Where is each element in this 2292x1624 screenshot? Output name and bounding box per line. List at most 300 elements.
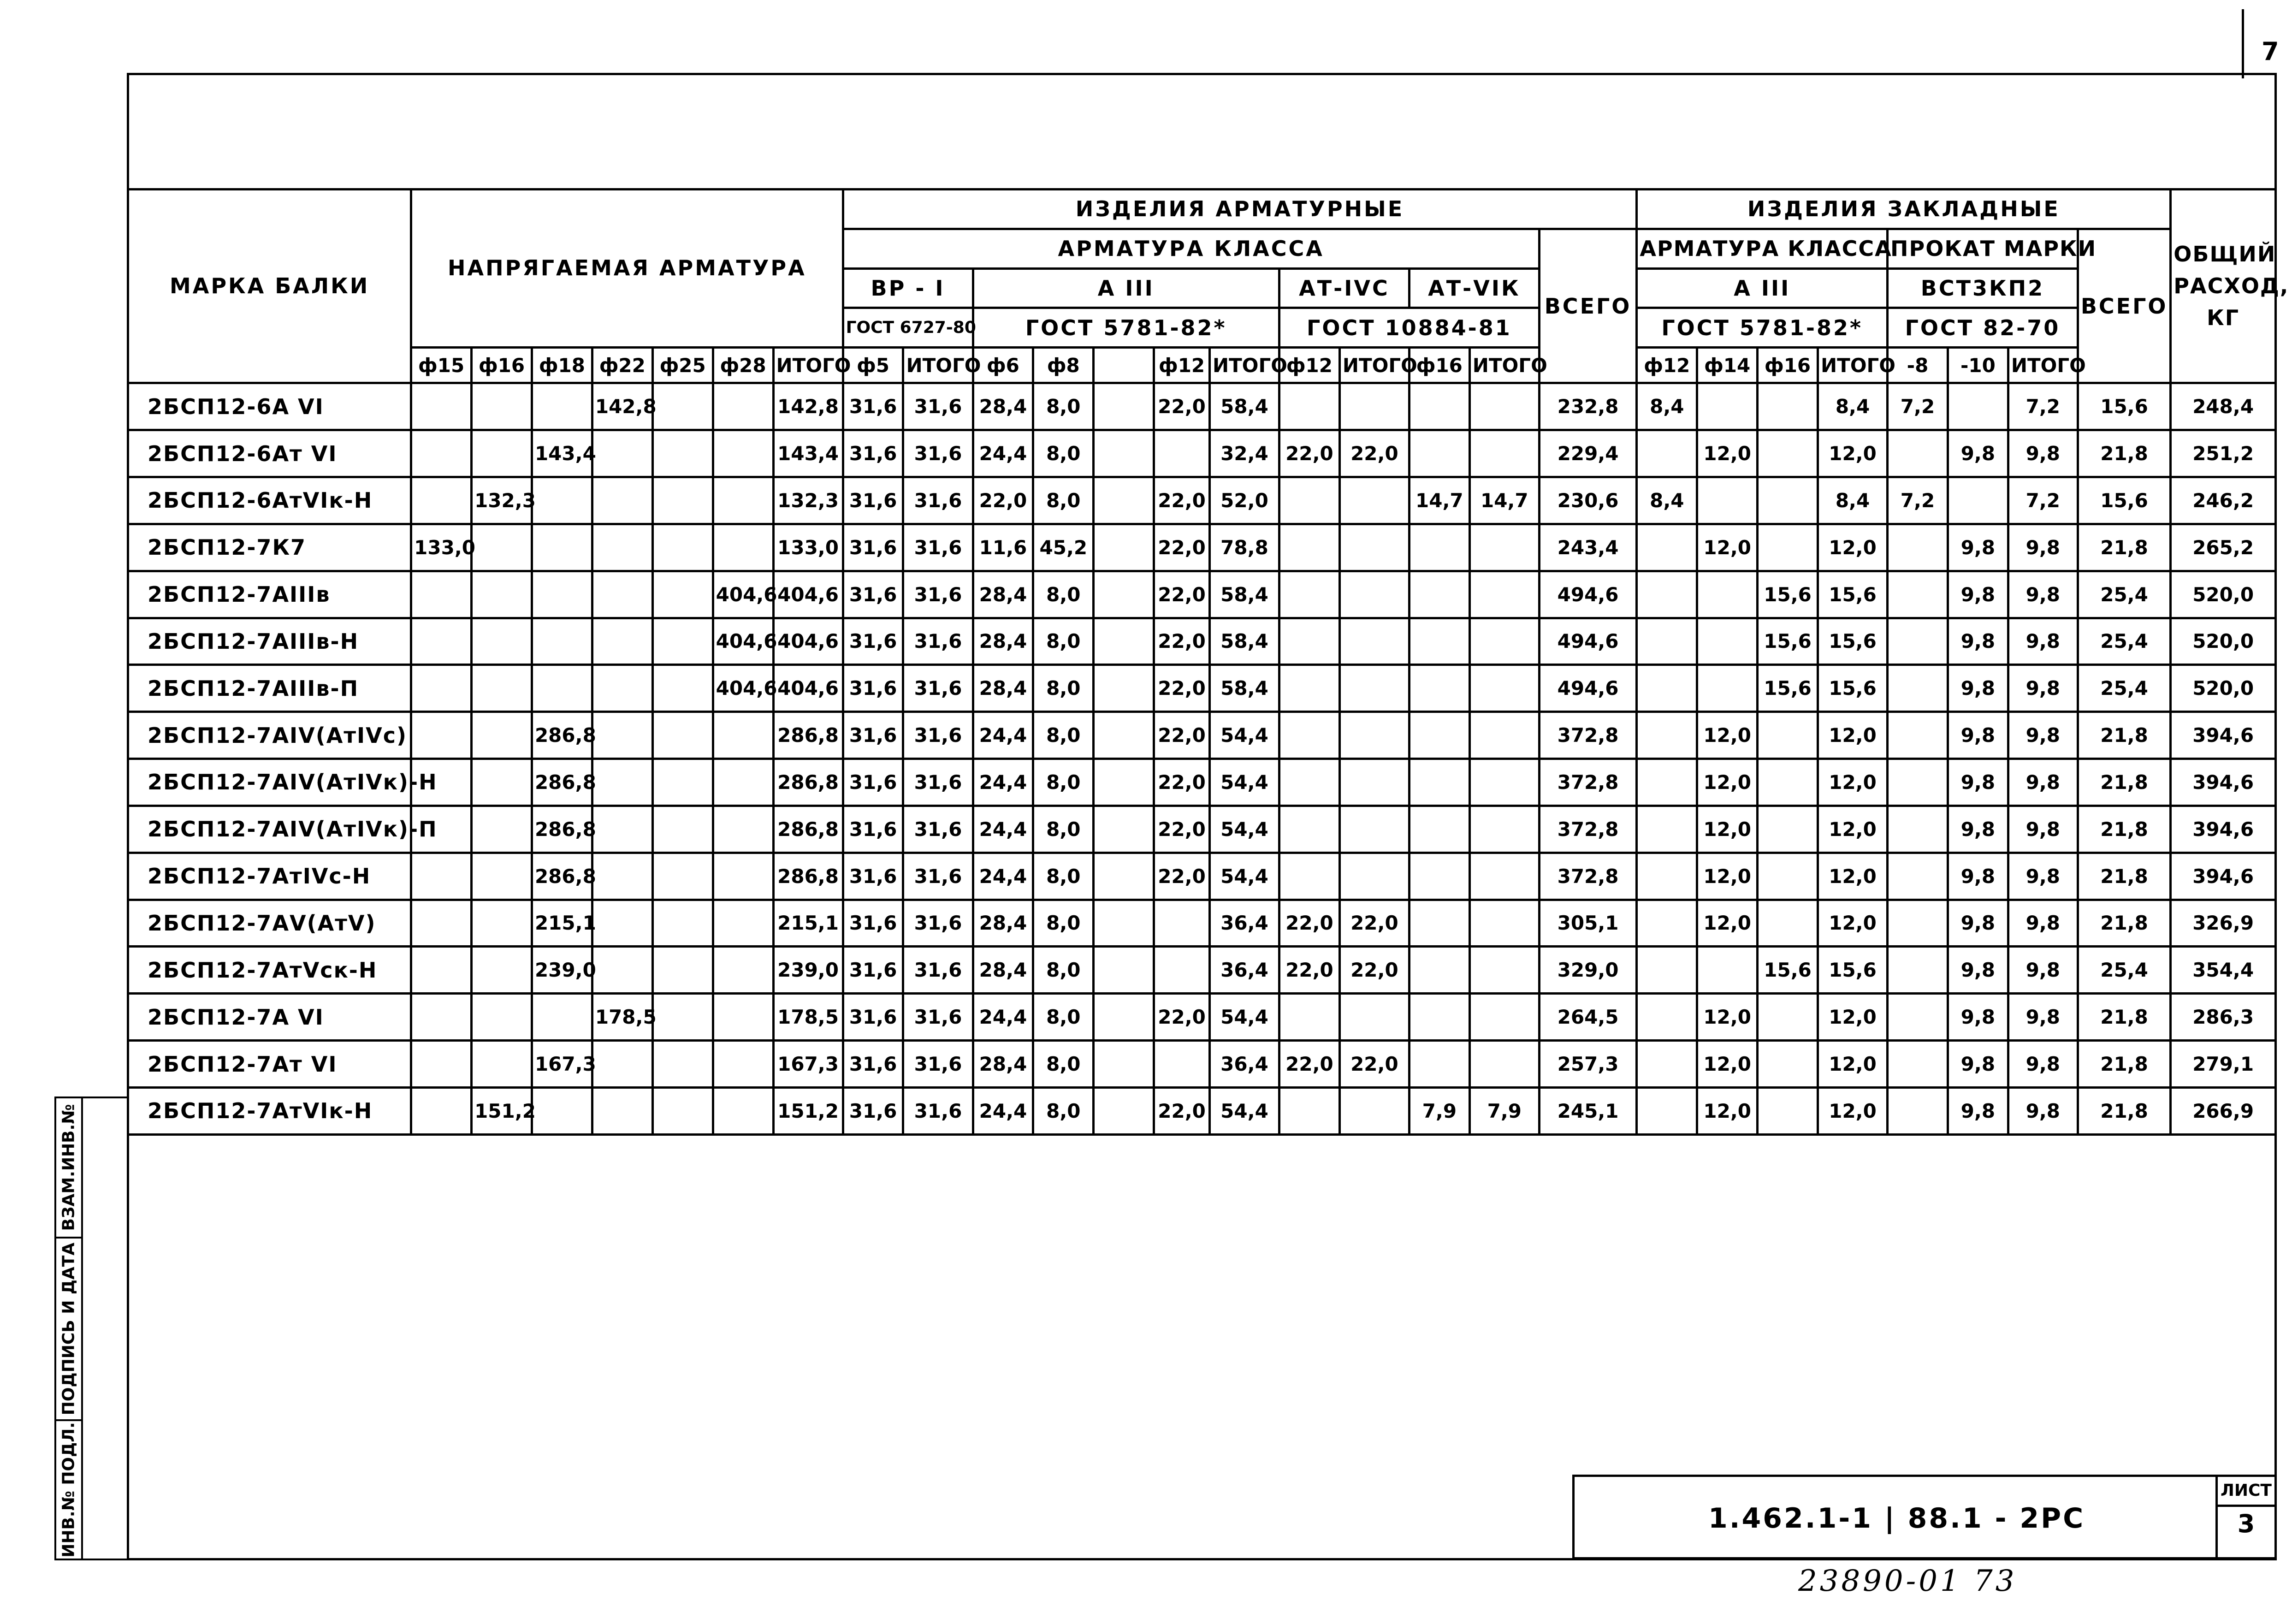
table-cell: 12,0 bbox=[1818, 1041, 1888, 1088]
table-cell: 394,6 bbox=[2171, 853, 2276, 900]
class-bp1: ВР - I bbox=[843, 268, 973, 308]
table-cell bbox=[532, 1087, 592, 1134]
table-cell bbox=[1409, 994, 1469, 1041]
table-cell: 8,0 bbox=[1033, 759, 1094, 806]
table-cell bbox=[1637, 994, 1697, 1041]
table-cell: 21,8 bbox=[2078, 900, 2170, 947]
table-cell bbox=[1409, 383, 1469, 430]
table-cell bbox=[1469, 430, 1539, 477]
table-cell: 9,8 bbox=[1948, 900, 2008, 947]
data-rows bbox=[128, 383, 2276, 1135]
table-cell: 32,4 bbox=[1209, 430, 1279, 477]
prestressed-header: НАПРЯГАЕМАЯ АРМАТУРА bbox=[411, 190, 843, 348]
table-cell bbox=[1094, 900, 1154, 947]
table-cell: 239,0 bbox=[773, 947, 843, 994]
table-cell: 21,8 bbox=[2078, 712, 2170, 759]
table-cell: 372,8 bbox=[1539, 853, 1637, 900]
table-cell bbox=[1758, 806, 1818, 853]
table-cell: 143,4 bbox=[532, 430, 592, 477]
table-cell: 9,8 bbox=[1948, 712, 2008, 759]
table-cell bbox=[1469, 853, 1539, 900]
table-cell bbox=[411, 477, 472, 524]
table-cell: 132,3 bbox=[472, 477, 532, 524]
col-h: ф12 bbox=[1279, 348, 1340, 383]
table-cell bbox=[1094, 477, 1154, 524]
table-row bbox=[128, 430, 2276, 477]
beam-mark: 2БСП12-7К7 bbox=[128, 524, 411, 571]
table-cell: 394,6 bbox=[2171, 806, 2276, 853]
table-cell: 394,6 bbox=[2171, 712, 2276, 759]
table-cell bbox=[1697, 383, 1758, 430]
table-cell bbox=[1637, 1041, 1697, 1088]
table-cell: 9,8 bbox=[1948, 759, 2008, 806]
table-cell: 8,0 bbox=[1033, 947, 1094, 994]
table-cell bbox=[1637, 900, 1697, 947]
col-h: ф8 bbox=[1033, 348, 1094, 383]
table-cell: 286,3 bbox=[2171, 994, 2276, 1041]
table-cell bbox=[713, 806, 773, 853]
table-cell bbox=[1094, 806, 1154, 853]
table-cell bbox=[411, 994, 472, 1041]
table-cell: 31,6 bbox=[903, 712, 973, 759]
table-cell bbox=[592, 477, 652, 524]
table-cell: 11,6 bbox=[973, 524, 1033, 571]
table-cell: 12,0 bbox=[1697, 853, 1758, 900]
table-cell: 12,0 bbox=[1697, 1087, 1758, 1134]
table-cell: 15,6 bbox=[1758, 571, 1818, 618]
table-cell: 404,6 bbox=[713, 618, 773, 665]
table-cell: 12,0 bbox=[1818, 712, 1888, 759]
table-cell: 286,8 bbox=[773, 759, 843, 806]
table-cell: 151,2 bbox=[472, 1087, 532, 1134]
table-cell bbox=[411, 665, 472, 712]
table-cell: 22,0 bbox=[1154, 994, 1210, 1041]
col-h bbox=[1094, 348, 1154, 383]
table-cell: 142,8 bbox=[592, 383, 652, 430]
table-cell: 12,0 bbox=[1697, 994, 1758, 1041]
table-cell: 22,0 bbox=[1339, 900, 1409, 947]
class-a3-emb: А III bbox=[1637, 268, 1888, 308]
table-cell: 28,4 bbox=[973, 1041, 1033, 1088]
embedded-products-header: ИЗДЕЛИЯ ЗАКЛАДНЫЕ bbox=[1637, 190, 2171, 229]
table-cell: 24,4 bbox=[973, 430, 1033, 477]
table-cell bbox=[1409, 900, 1469, 947]
table-cell bbox=[472, 665, 532, 712]
table-cell: 25,4 bbox=[2078, 665, 2170, 712]
table-cell bbox=[592, 524, 652, 571]
table-cell: 24,4 bbox=[973, 759, 1033, 806]
table-cell: 8,0 bbox=[1033, 994, 1094, 1041]
table-cell: 9,8 bbox=[2008, 571, 2078, 618]
table-cell: 167,3 bbox=[773, 1041, 843, 1088]
table-cell bbox=[1637, 1087, 1697, 1134]
table-cell: 9,8 bbox=[1948, 618, 2008, 665]
table-cell bbox=[472, 759, 532, 806]
col-h: ИТОГО bbox=[1209, 348, 1279, 383]
table-cell: 58,4 bbox=[1209, 665, 1279, 712]
table-cell: 9,8 bbox=[2008, 853, 2078, 900]
table-cell bbox=[1279, 383, 1340, 430]
table-cell bbox=[1469, 524, 1539, 571]
table-cell bbox=[1697, 665, 1758, 712]
table-cell bbox=[592, 430, 652, 477]
table-cell bbox=[1094, 430, 1154, 477]
table-cell: 239,0 bbox=[532, 947, 592, 994]
table-cell: 9,8 bbox=[2008, 947, 2078, 994]
table-cell: 25,4 bbox=[2078, 618, 2170, 665]
table-cell: 9,8 bbox=[1948, 524, 2008, 571]
table-cell: 286,8 bbox=[773, 806, 843, 853]
table-cell: 229,4 bbox=[1539, 430, 1637, 477]
table-cell bbox=[1469, 618, 1539, 665]
table-cell bbox=[1888, 1087, 1948, 1134]
table-cell bbox=[652, 383, 713, 430]
table-cell bbox=[1948, 383, 2008, 430]
table-cell: 12,0 bbox=[1818, 430, 1888, 477]
table-cell: 9,8 bbox=[2008, 994, 2078, 1041]
table-cell bbox=[1637, 430, 1697, 477]
table-cell: 78,8 bbox=[1209, 524, 1279, 571]
table-cell bbox=[411, 947, 472, 994]
table-cell bbox=[1758, 994, 1818, 1041]
table-cell: 36,4 bbox=[1209, 947, 1279, 994]
table-cell: 246,2 bbox=[2171, 477, 2276, 524]
table-cell: 36,4 bbox=[1209, 900, 1279, 947]
table-cell bbox=[1637, 618, 1697, 665]
table-cell: 9,8 bbox=[2008, 806, 2078, 853]
reinforcement-table bbox=[127, 188, 2289, 1136]
table-cell: 9,8 bbox=[1948, 665, 2008, 712]
table-cell bbox=[652, 477, 713, 524]
table-cell: 45,2 bbox=[1033, 524, 1094, 571]
table-cell bbox=[1279, 712, 1340, 759]
table-cell bbox=[1888, 947, 1948, 994]
table-cell bbox=[652, 1041, 713, 1088]
table-cell: 31,6 bbox=[903, 430, 973, 477]
table-cell bbox=[1469, 1041, 1539, 1088]
table-cell: 286,8 bbox=[532, 712, 592, 759]
table-cell: 520,0 bbox=[2171, 665, 2276, 712]
table-cell: 8,0 bbox=[1033, 1087, 1094, 1134]
table-cell: 12,0 bbox=[1697, 900, 1758, 947]
table-cell bbox=[1888, 853, 1948, 900]
table-cell bbox=[1409, 1041, 1469, 1088]
gost-5781: ГОСТ 5781-82* bbox=[973, 308, 1279, 348]
table-cell: 31,6 bbox=[903, 618, 973, 665]
table-cell bbox=[472, 994, 532, 1041]
table-cell bbox=[652, 853, 713, 900]
table-cell bbox=[1758, 1087, 1818, 1134]
table-cell bbox=[1279, 853, 1340, 900]
table-cell: 8,0 bbox=[1033, 571, 1094, 618]
table-cell bbox=[1888, 806, 1948, 853]
table-cell: 9,8 bbox=[1948, 947, 2008, 994]
table-cell bbox=[1339, 618, 1409, 665]
table-cell: 22,0 bbox=[1154, 571, 1210, 618]
table-cell: 12,0 bbox=[1697, 712, 1758, 759]
table-cell bbox=[1279, 618, 1340, 665]
table-cell: 12,0 bbox=[1818, 853, 1888, 900]
table-cell: 31,6 bbox=[903, 383, 973, 430]
table-cell: 167,3 bbox=[532, 1041, 592, 1088]
table-cell bbox=[532, 571, 592, 618]
table-cell: 12,0 bbox=[1697, 430, 1758, 477]
table-cell bbox=[1888, 430, 1948, 477]
table-cell bbox=[1409, 806, 1469, 853]
table-cell: 22,0 bbox=[1154, 712, 1210, 759]
table-row bbox=[128, 618, 2276, 665]
table-cell: 404,6 bbox=[773, 618, 843, 665]
table-cell bbox=[652, 759, 713, 806]
table-cell bbox=[713, 853, 773, 900]
table-cell: 9,8 bbox=[2008, 712, 2078, 759]
table-cell: 133,0 bbox=[773, 524, 843, 571]
table-cell: 14,7 bbox=[1469, 477, 1539, 524]
table-cell bbox=[1339, 383, 1409, 430]
table-cell bbox=[1409, 947, 1469, 994]
table-row bbox=[128, 571, 2276, 618]
table-cell: 251,2 bbox=[2171, 430, 2276, 477]
table-cell: 31,6 bbox=[903, 994, 973, 1041]
table-cell bbox=[532, 994, 592, 1041]
table-cell bbox=[1888, 900, 1948, 947]
table-cell: 133,0 bbox=[411, 524, 472, 571]
table-cell: 8,0 bbox=[1033, 430, 1094, 477]
table-cell bbox=[713, 477, 773, 524]
table-cell bbox=[1758, 759, 1818, 806]
table-cell: 28,4 bbox=[973, 571, 1033, 618]
table-cell bbox=[411, 383, 472, 430]
table-cell: 22,0 bbox=[1154, 1087, 1210, 1134]
col-h: ф14 bbox=[1697, 348, 1758, 383]
table-cell bbox=[1697, 477, 1758, 524]
col-h: ИТОГО bbox=[1339, 348, 1409, 383]
table-cell bbox=[713, 947, 773, 994]
table-cell: 28,4 bbox=[973, 383, 1033, 430]
table-cell: 8,0 bbox=[1033, 712, 1094, 759]
table-cell bbox=[652, 571, 713, 618]
table-cell: 9,8 bbox=[1948, 994, 2008, 1041]
table-cell: 494,6 bbox=[1539, 665, 1637, 712]
table-cell bbox=[1279, 1087, 1340, 1134]
col-h: ИТОГО bbox=[1818, 348, 1888, 383]
table-row bbox=[128, 1087, 2276, 1134]
table-cell: 31,6 bbox=[903, 759, 973, 806]
table-cell: 265,2 bbox=[2171, 524, 2276, 571]
table-cell bbox=[1279, 759, 1340, 806]
table-cell bbox=[532, 524, 592, 571]
table-cell bbox=[592, 853, 652, 900]
table-cell bbox=[1888, 571, 1948, 618]
table-cell: 24,4 bbox=[973, 712, 1033, 759]
table-cell: 12,0 bbox=[1697, 759, 1758, 806]
col-h: ИТОГО bbox=[773, 348, 843, 383]
table-cell bbox=[472, 900, 532, 947]
table-cell bbox=[592, 1041, 652, 1088]
table-cell: 31,6 bbox=[843, 524, 903, 571]
table-cell bbox=[713, 1087, 773, 1134]
table-cell: 520,0 bbox=[2171, 618, 2276, 665]
table-cell bbox=[592, 759, 652, 806]
table-cell: 15,6 bbox=[2078, 477, 2170, 524]
table-cell: 8,0 bbox=[1033, 1041, 1094, 1088]
table-cell: 9,8 bbox=[1948, 806, 2008, 853]
table-cell: 9,8 bbox=[2008, 759, 2078, 806]
table-cell: 142,8 bbox=[773, 383, 843, 430]
table-cell bbox=[532, 618, 592, 665]
table-cell: 28,4 bbox=[973, 947, 1033, 994]
class-a3: А III bbox=[973, 268, 1279, 308]
table-cell bbox=[1154, 900, 1210, 947]
beam-mark: 2БСП12-7АIIIв-П bbox=[128, 665, 411, 712]
table-cell bbox=[1339, 853, 1409, 900]
gost-6727: ГОСТ 6727-80 bbox=[843, 308, 973, 348]
table-cell bbox=[1094, 947, 1154, 994]
table-cell bbox=[652, 900, 713, 947]
col-mark-header: МАРКА БАЛКИ bbox=[128, 190, 411, 383]
table-cell: 7,9 bbox=[1469, 1087, 1539, 1134]
table-cell bbox=[1094, 853, 1154, 900]
table-cell: 31,6 bbox=[903, 524, 973, 571]
table-cell: 54,4 bbox=[1209, 1087, 1279, 1134]
table-cell bbox=[1279, 806, 1340, 853]
table-cell: 31,6 bbox=[843, 1087, 903, 1134]
table-cell bbox=[1469, 900, 1539, 947]
beam-mark: 2БСП12-7АIV(АтIVк)-Н bbox=[128, 759, 411, 806]
table-row bbox=[128, 806, 2276, 853]
document-code: 1.462.1-1 | 88.1 - 2РС bbox=[1708, 1502, 2085, 1535]
table-cell bbox=[592, 665, 652, 712]
table-cell: 9,8 bbox=[1948, 571, 2008, 618]
table-cell bbox=[1339, 524, 1409, 571]
table-cell bbox=[592, 900, 652, 947]
table-cell: 151,2 bbox=[773, 1087, 843, 1134]
table-cell: 54,4 bbox=[1209, 853, 1279, 900]
table-cell bbox=[1758, 853, 1818, 900]
table-cell: 15,6 bbox=[1818, 618, 1888, 665]
table-cell bbox=[1888, 524, 1948, 571]
table-cell: 31,6 bbox=[843, 806, 903, 853]
table-cell bbox=[652, 524, 713, 571]
table-cell: 8,0 bbox=[1033, 806, 1094, 853]
archive-number: 23890-01 73 bbox=[1798, 1564, 2017, 1598]
beam-mark: 2БСП12-7АIIIв-Н bbox=[128, 618, 411, 665]
table-cell bbox=[1409, 759, 1469, 806]
table-cell: 15,6 bbox=[1758, 618, 1818, 665]
table-cell: 15,6 bbox=[1818, 947, 1888, 994]
table-cell bbox=[1469, 759, 1539, 806]
beam-mark: 2БСП12-6Ат VI bbox=[128, 430, 411, 477]
table-cell: 15,6 bbox=[1758, 947, 1818, 994]
table-cell bbox=[713, 430, 773, 477]
table-cell: 31,6 bbox=[843, 430, 903, 477]
table-cell: 12,0 bbox=[1818, 994, 1888, 1041]
table-cell: 31,6 bbox=[903, 665, 973, 712]
table-cell: 329,0 bbox=[1539, 947, 1637, 994]
table-cell bbox=[411, 712, 472, 759]
beam-mark: 2БСП12-6А VI bbox=[128, 383, 411, 430]
table-cell bbox=[1094, 994, 1154, 1041]
table-cell bbox=[1094, 665, 1154, 712]
table-cell: 286,8 bbox=[532, 806, 592, 853]
table-cell bbox=[1409, 430, 1469, 477]
col-h: ИТОГО bbox=[903, 348, 973, 383]
table-cell bbox=[592, 947, 652, 994]
stamp-inv-original: ИНВ.№ ПОДЛ. bbox=[54, 1419, 83, 1560]
table-cell: 178,5 bbox=[592, 994, 652, 1041]
table-row bbox=[128, 524, 2276, 571]
table-cell: 264,5 bbox=[1539, 994, 1637, 1041]
table-cell: 54,4 bbox=[1209, 759, 1279, 806]
table-cell: 22,0 bbox=[973, 477, 1033, 524]
table-cell bbox=[1339, 665, 1409, 712]
table-cell: 58,4 bbox=[1209, 383, 1279, 430]
table-cell: 12,0 bbox=[1818, 806, 1888, 853]
page-corner-mark bbox=[2242, 9, 2244, 78]
table-cell bbox=[652, 947, 713, 994]
table-cell: 232,8 bbox=[1539, 383, 1637, 430]
total-consumption-header: ОБЩИЙ РАСХОД, КГ bbox=[2171, 190, 2276, 383]
table-cell bbox=[652, 1087, 713, 1134]
table-cell bbox=[1094, 383, 1154, 430]
table-cell bbox=[1094, 618, 1154, 665]
table-cell: 404,6 bbox=[773, 571, 843, 618]
table-cell bbox=[1409, 571, 1469, 618]
table-cell bbox=[713, 759, 773, 806]
col-h: ИТОГО bbox=[2008, 348, 2078, 383]
table-cell bbox=[1758, 524, 1818, 571]
table-cell bbox=[1154, 947, 1210, 994]
table-cell: 12,0 bbox=[1697, 806, 1758, 853]
table-cell: 31,6 bbox=[843, 900, 903, 947]
table-cell: 22,0 bbox=[1339, 947, 1409, 994]
table-cell bbox=[411, 900, 472, 947]
table-row bbox=[128, 947, 2276, 994]
title-block bbox=[1572, 1475, 2277, 1559]
col-h: ИТОГО bbox=[1469, 348, 1539, 383]
table-cell: 58,4 bbox=[1209, 618, 1279, 665]
table-cell: 31,6 bbox=[843, 947, 903, 994]
table-cell: 31,6 bbox=[903, 900, 973, 947]
table-cell: 22,0 bbox=[1339, 1041, 1409, 1088]
table-cell: 12,0 bbox=[1818, 1087, 1888, 1134]
beam-mark: 2БСП12-7А VI bbox=[128, 994, 411, 1041]
table-cell: 31,6 bbox=[843, 571, 903, 618]
table-cell: 132,3 bbox=[773, 477, 843, 524]
table-cell bbox=[1888, 665, 1948, 712]
col-h: ф16 bbox=[1409, 348, 1469, 383]
col-h: ф12 bbox=[1637, 348, 1697, 383]
table-cell: 15,6 bbox=[1818, 571, 1888, 618]
table-cell bbox=[1948, 477, 2008, 524]
table-cell: 372,8 bbox=[1539, 806, 1637, 853]
table-cell bbox=[532, 383, 592, 430]
table-cell: 143,4 bbox=[773, 430, 843, 477]
table-cell: 286,8 bbox=[773, 712, 843, 759]
table-cell: 9,8 bbox=[2008, 665, 2078, 712]
table-cell: 54,4 bbox=[1209, 994, 1279, 1041]
col-h: ф16 bbox=[472, 348, 532, 383]
table-cell bbox=[1279, 524, 1340, 571]
table-cell bbox=[1154, 430, 1210, 477]
table-cell bbox=[1697, 618, 1758, 665]
beam-mark: 2БСП12-7АIV(АтIVк)-П bbox=[128, 806, 411, 853]
table-cell bbox=[592, 618, 652, 665]
table-cell bbox=[472, 383, 532, 430]
table-cell bbox=[1888, 759, 1948, 806]
table-cell: 31,6 bbox=[903, 853, 973, 900]
table-cell: 24,4 bbox=[973, 853, 1033, 900]
